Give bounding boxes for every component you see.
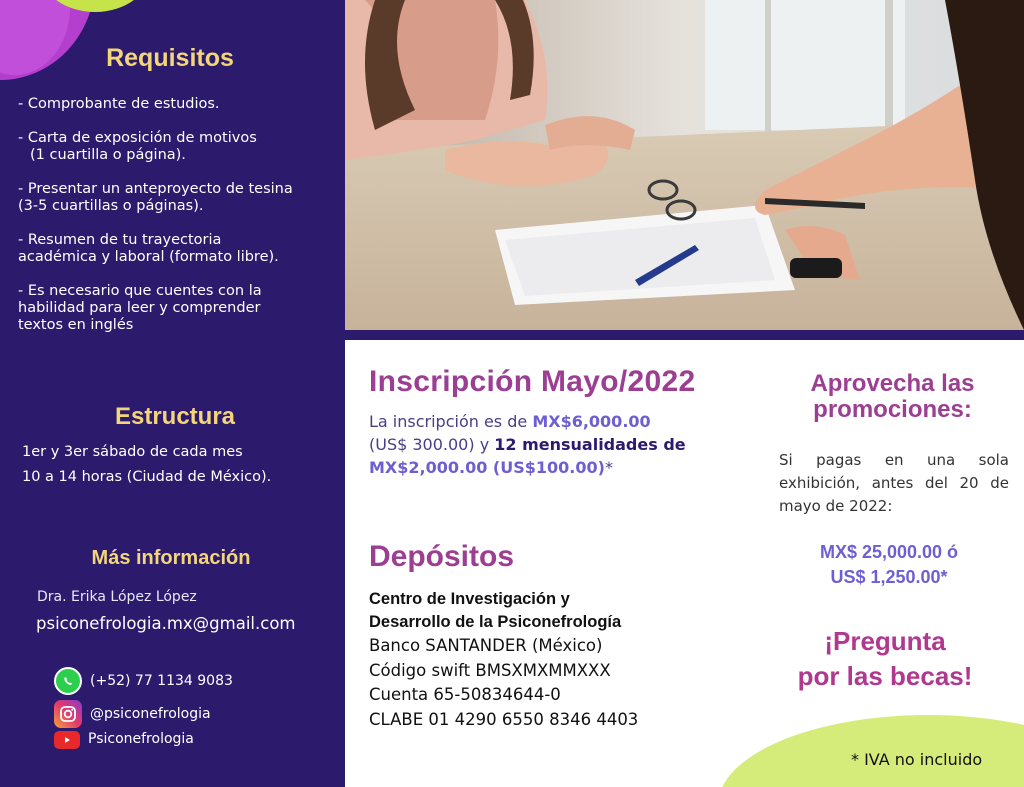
list-item: - Resumen de tu trayectoria académica y laboral (formato libre). [18,232,279,265]
account-number: Cuenta 65-50834644-0 [369,685,561,704]
estructura-schedule: 1er y 3er sábado de cada mes [22,444,243,460]
inscripcion-title: Inscripción Mayo/2022 [369,365,696,398]
whatsapp-contact[interactable] [54,667,233,695]
estructura-hours: 10 a 14 horas (Ciudad de México). [22,469,272,485]
list-item: - Comprobante de estudios. [18,96,220,112]
contact-email[interactable]: psiconefrologia.mx@gmail.com [36,614,296,633]
list-item: - Es necesario que cuentes con la habilidad para leer y comprender textos en inglés [18,283,262,333]
photo-two-women-at-table [345,0,1024,332]
list-item: - Carta de exposición de motivos (1 cuartilla o página). [18,130,257,163]
header-photo [345,0,1024,332]
requisitos-title: Requisitos [106,44,234,72]
promo-text: Si pagas en una sola exhibición, antes del 20 de mayo de 2022: [779,451,1009,515]
inscription-price: MX$6,000.00 [532,412,651,431]
swift-code: Código swift BMSXMXMMXXX [369,660,611,680]
photo-divider [345,330,1024,340]
whatsapp-icon [54,667,82,695]
youtube-icon [54,731,80,749]
promo-price: MX$ 25,000.00 ó US$ 1,250.00* [819,542,959,587]
instagram-contact[interactable] [54,700,211,728]
left-panel [0,0,345,787]
iva-note: * IVA no incluido [851,750,983,769]
depositos-title: Depósitos [369,540,515,573]
monthly-price: MX$2,000.00 (US$100.00) [369,458,605,477]
youtube-channel: Psiconefrologia [88,731,194,747]
youtube-contact[interactable] [54,729,194,749]
mas-info-title: Más información [91,547,251,569]
clabe-number: CLABE 01 4290 6550 8346 4403 [369,709,639,729]
depositos-details: Centro de Investigación y Desarrollo de la Psiconefrología Banco SANTANDER (México) Código swift BMSXMXMMXXX Cuenta 65-50834644-0 CLABE 01 4290 6550 8346 4403 [369,588,638,732]
becas-callout: ¡Pregunta por las becas! [797,626,973,691]
instagram-handle: @psiconefrologia [90,706,211,722]
estructura-title: Estructura [114,403,236,430]
promo-title: Aprovecha las promociones: [810,370,975,423]
bank-name: Banco SANTANDER (México) [369,636,603,655]
contact-name: Dra. Erika López López [37,589,197,605]
requisitos-list [18,96,318,351]
instagram-icon [54,700,82,728]
inscripcion-text: La inscripción es de MX$6,000.00 (US$ 300.00) y 12 mensualidades de MX$2,000.00 (US$100.00)* [369,412,686,477]
list-item: - Presentar un anteproyecto de tesina (3-5 cuartillas o páginas). [18,181,293,214]
whatsapp-number: (+52) 77 1134 9083 [90,673,233,689]
